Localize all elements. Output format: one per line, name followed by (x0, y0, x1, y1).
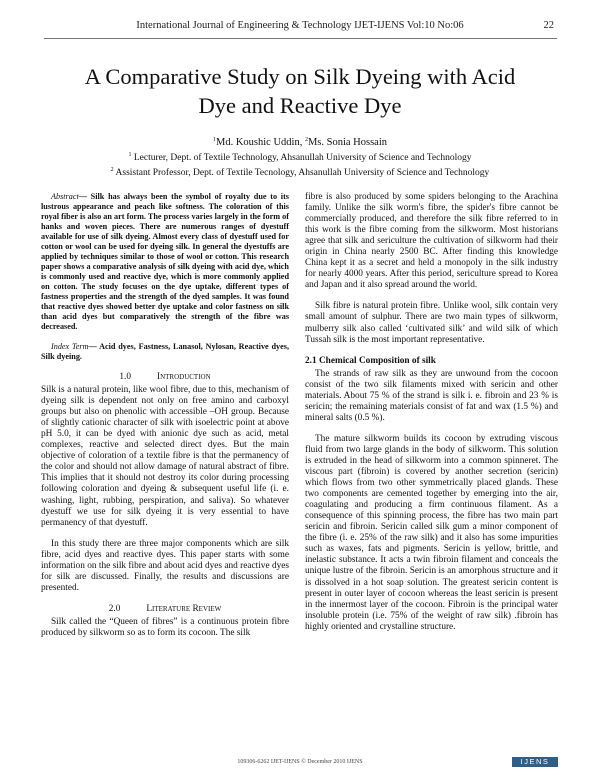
section-number: 1.0 (119, 372, 131, 382)
header-rule (44, 38, 557, 39)
right-column (305, 192, 558, 643)
footer-text: 109306-6262 IJET-IJENS © December 2010 IJENS (237, 759, 363, 765)
page-footer (0, 757, 600, 769)
abstract-text: — Silk has always been the symbol of royalty due to its lustrous appearance and peach like softness. The coloration of this royal fiber is also an art form. The process varies largely in the form of hanks and woven pieces. There are numerous ranges of dyestuff available for use of silk dyeing. Almost every class of dyestuff used for cotton or wool can be used for dyeing silk. In general the dyestuffs are applied by techniques similar to those of wool or cotton. This research paper shows a comparative analysis of silk dyeing with acid dye, which is commonly used and reactive dye, which is more commonly applied on cotton. The study focuses on the dye uptake, different types of fastness properties and the strength of the dyed samples. It was found that reactive dyes showed better dye uptake and color fastness on silk than acid dyes but comparatively the strength of the fibre was decreased. (41, 192, 289, 331)
author2-name: Ms. Sonia Hossain (307, 137, 388, 148)
title-line-1: A Comparative Study on Silk Dyeing with Acid (84, 64, 516, 89)
abstract (41, 192, 289, 332)
index-terms (41, 342, 289, 362)
title-line-2: Dye and Reactive Dye (198, 93, 402, 118)
intro-paragraph-1: Silk is a natural protein, like wool fibre, due to this, mechanism of dyeing silk is dependent not only on free amino and carboxyl groups but also on phenolic with accessible –OH group. Because of slightly cationic character of silk with isoelectric point at above pH 5.0, it can be dyed with anionic dye such as acid, metal complexes, reactive and selected direct dyes. But the main objective of coloration of a textile fibre is that the permanency of the color and should not allow damage of natural abstract of fibre. This implies that it should not destroy its color during processing following coloration and dyeing & subsequent useful life (i. e. washing, light, rubbing, perspiration, and saliva). So whatever dyestuff we use for silk dyeing it is very essential to have permanency of that dyestuff. (41, 385, 289, 528)
affiliation-2-text: Assistant Professor, Dept. of Textile Tecnology, Ahsanullah University of Science and Technology (113, 168, 490, 178)
right-paragraph-1: fibre is also produced by some spiders belonging to the Arachina family. Unlike the silk worm's fibre, the spider's fibre cannot be commercially produced, and therefore the silk fibre referred to in this work is the fibre coming from the silkworm. Most historians agree that silk and sericulture the cultivation of silkworm had their origin in China nearly 2500 BC. After finding this knowledge China kept it as a secret and held a monopoly in the silk industry for nearly 4000 years. After this period, sericulture spread to Korea and Japan and it also spread around the world. (305, 192, 558, 291)
affiliation-2 (40, 164, 560, 179)
affiliation-1-text: Lecturer, Dept. of Textile Technology, Ahsanullah University of Science and Technology (131, 153, 472, 163)
author1-superscript: 1 (212, 137, 216, 143)
section-number: 2.0 (108, 603, 121, 614)
right-paragraph-3: The strands of raw silk as they are unwound from the cocoon consist of the two silk filaments mixed with sericin and other materials. About 75 % of the strand is silk i. e. fibroin and 23 % is sericin; the remaining materials consist of fat and wax (1.5 %) and mineral salts (0.5 %). (305, 368, 558, 423)
index-terms-text: — Acid dyes, Fastness, Lanasol, Nylosan, Reactive dyes, Silk dyeing. (41, 342, 289, 361)
section-heading-literature-review (41, 604, 289, 615)
paper-title (40, 62, 560, 120)
section-name: Literature Review (146, 603, 222, 614)
subsection-heading-chemical-composition: 2.1 Chemical Composition of silk (305, 355, 436, 366)
affiliation-2-superscript: 2 (110, 167, 114, 173)
left-column (41, 192, 289, 649)
author1-name: Md. Koushic Uddin, (215, 137, 305, 148)
author-names (40, 134, 560, 149)
ijens-logo: IJENS (512, 757, 558, 767)
index-terms-label: Index Term (51, 342, 89, 351)
literature-paragraph-1: Silk called the “Queen of fibres” is a continuous protein fibre produced by silkworm so as to form its cocoon. The silk (41, 616, 289, 638)
right-paragraph-4: The mature silkworm builds its cocoon by extruding viscous fluid from two large glands in the body of silkworm. This solution is extruded in the head of silkworm into a common spinneret. The viscous part (fibroin) is covered by another secretion (sericin) which flows from two other symmetrically placed glands. These two components are cemented together by emerging into the air, coagulating and producing a firm continuous filament. As a consequence of this spinning process, the fibre has two main part sericin and fibroin. Sericin called silk gum a minor component of the fibre (i. e. 25% of the raw silk) and it also has some impurities such as waxes, fats and pigments. Sericin is yellow, brittle, and inelastic substance. It acts a twin fibroin filament and conceals the unique lustre of the fibroin. Sericin is an amorphous structure and it is dissolved in a hot soap solution. The greatest sericin content is present in outer layer of cocoon whereas the least sericin is present in the innermost layer of the cocoon. Fibroin is the principal water insoluble protein (i.e. 75% of the weight of raw silk) .fibroin has highly oriented and crystalline structure. (305, 433, 558, 632)
section-heading-introduction (41, 372, 289, 383)
section-name: Introduction (156, 372, 211, 382)
affiliation-1 (40, 149, 560, 164)
author-block (40, 134, 560, 179)
running-header (0, 20, 600, 36)
affiliation-1-superscript: 1 (128, 152, 132, 158)
author2-superscript: 2 (304, 137, 308, 143)
intro-paragraph-2: In this study there are three major components which are silk fibre, acid dyes and reactive dyes. This paper starts with some information on the silk fibre and about acid dyes and reactive dyes for silk are discussed. Finally, the results and discussions are presented. (41, 538, 289, 593)
journal-name: International Journal of Engineering & Technology IJET-IJENS Vol:10 No:06 (136, 20, 464, 31)
page-number: 22 (543, 20, 554, 31)
right-paragraph-2: Silk fibre is natural protein fibre. Unlike wool, silk contain very small amount of sulphur. There are two main types of silkworm, mulberry silk also called ‘cultivated silk’ and wild silk of which Tussah silk is the most important representative. (305, 301, 558, 345)
abstract-label: Abstract (51, 192, 79, 201)
